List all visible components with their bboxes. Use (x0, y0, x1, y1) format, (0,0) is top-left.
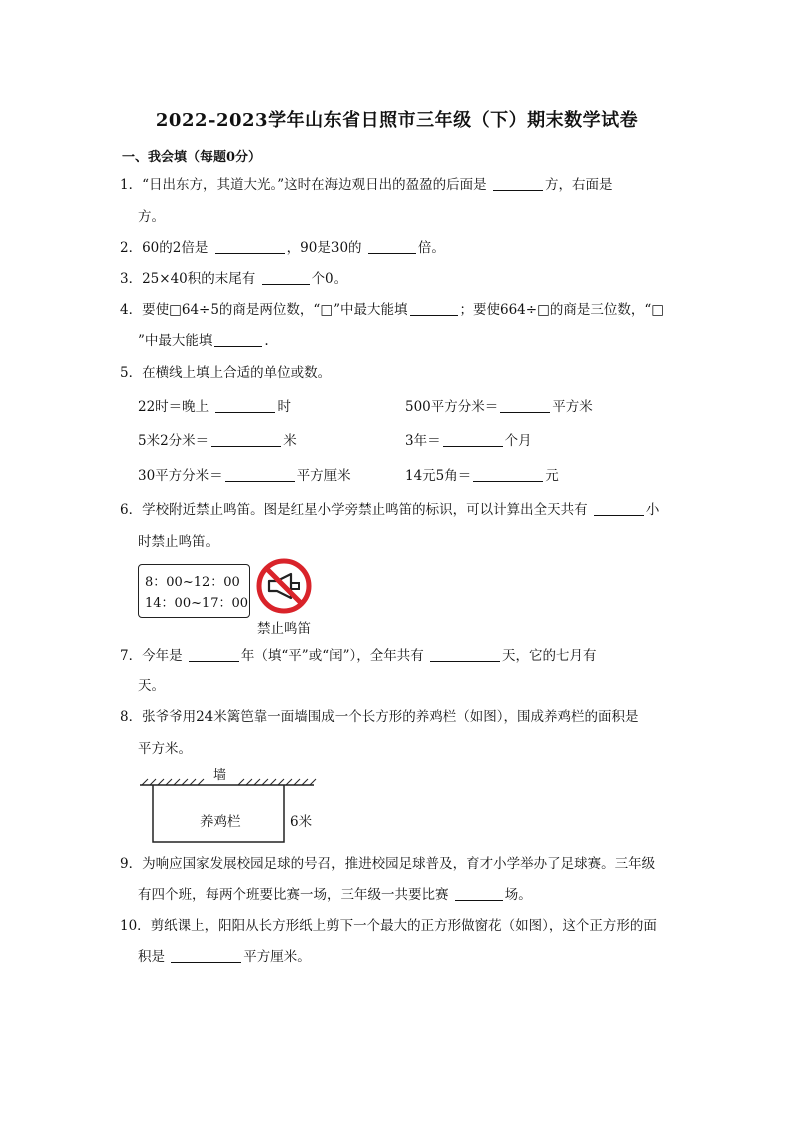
question-text: 方，右面是 (544, 177, 613, 193)
chicken-coop-figure (138, 764, 328, 848)
question-text: ；要使664÷□的商是三位数，“□ (459, 302, 664, 318)
answer-blank[interactable] (473, 467, 543, 482)
question-text: 60的2倍是 (142, 240, 209, 256)
answer-blank[interactable] (410, 301, 458, 316)
answer-blank[interactable] (189, 647, 239, 662)
question-text: 积是 (138, 949, 165, 965)
unit-item (138, 432, 297, 450)
answer-blank[interactable] (171, 948, 241, 963)
unit-item-text: 500平方分米＝ (405, 399, 499, 415)
answer-blank[interactable] (262, 270, 310, 285)
answer-blank[interactable] (368, 239, 416, 254)
page-title: 2022-2023学年山东省日照市三年级（下）期末数学试卷 (155, 110, 639, 131)
question-number: 6． (120, 502, 143, 518)
question-10-line2 (138, 948, 311, 966)
question-text: 天，它的七月有 (502, 648, 597, 664)
question-text: 今年是 (142, 648, 183, 664)
question-10 (120, 917, 657, 935)
answer-blank[interactable] (215, 239, 285, 254)
question-7 (120, 647, 597, 665)
answer-blank[interactable] (430, 647, 500, 662)
unit-item-text: 14元5角＝ (405, 468, 472, 484)
side-length-label: 6米 (290, 814, 313, 830)
no-horn-icon (255, 557, 313, 615)
question-number: 9． (120, 856, 143, 872)
question-text: 方。 (138, 209, 165, 225)
question-7-line2 (138, 677, 165, 695)
question-number: 3． (120, 271, 143, 287)
question-text: 在横线上填上合适的单位或数。 (142, 365, 332, 381)
unit-item-text: 30平方分米＝ (138, 468, 223, 484)
question-5 (120, 364, 331, 382)
wall-label: 墙 (213, 768, 227, 783)
unit-item (405, 432, 532, 450)
question-number: 10． (120, 918, 151, 934)
answer-blank[interactable] (500, 398, 550, 413)
unit-item-text: 3年＝ (405, 433, 441, 449)
question-1 (120, 176, 612, 194)
schedule-box (138, 564, 250, 618)
question-9 (120, 855, 655, 873)
unit-item (138, 467, 351, 485)
answer-blank[interactable] (455, 886, 503, 901)
question-8-line2 (138, 740, 192, 758)
unit-item (138, 398, 291, 416)
question-text: 要使□64÷5的商是两位数，“□”中最大能填 (142, 302, 408, 318)
question-number: 8． (120, 709, 143, 725)
question-number: 2． (120, 240, 143, 256)
answer-blank[interactable] (215, 398, 275, 413)
unit-item-text: 22时＝晚上 (138, 399, 210, 415)
unit-item-unit: 平方厘米 (296, 468, 351, 484)
unit-item-unit: 平方米 (552, 399, 593, 415)
question-text: 场。 (504, 887, 532, 903)
question-4 (120, 301, 664, 319)
section-heading: 一、我会填（每题0分） (122, 150, 262, 165)
unit-item (405, 467, 559, 485)
unit-item (405, 398, 593, 416)
question-number: 7． (120, 648, 143, 664)
question-6-line2 (138, 533, 219, 551)
unit-item-unit: 元 (545, 468, 559, 484)
question-text: 年（填“平”或“闰”），全年共有 (240, 648, 424, 664)
question-1-line2 (138, 208, 165, 226)
question-2 (120, 239, 445, 257)
question-text: 平方厘米。 (243, 949, 311, 965)
answer-blank[interactable] (211, 432, 281, 447)
unit-item-unit: 时 (277, 399, 291, 415)
question-text: 倍。 (417, 240, 445, 256)
question-number: 4． (120, 302, 143, 318)
question-number: 5． (120, 365, 143, 381)
question-9-line2 (138, 886, 532, 904)
question-8 (120, 708, 639, 726)
unit-item-unit: 米 (283, 433, 297, 449)
unit-item-unit: 个月 (504, 433, 532, 449)
answer-blank[interactable] (443, 432, 503, 447)
answer-blank[interactable] (594, 501, 644, 516)
question-text: 张爷爷用24米篱笆靠一面墙围成一个长方形的养鸡栏（如图），围成养鸡栏的面积是 (142, 709, 639, 725)
question-text: 有四个班，每两个班要比赛一场，三年级一共要比赛 (138, 887, 449, 903)
question-text: ”中最大能填 (138, 333, 213, 349)
question-text: “日出东方，其道大光。”这时在海边观日出的盈盈的后面是 (142, 177, 487, 193)
question-text: 小 (645, 502, 660, 518)
schedule-time: 8：00~12：00 (145, 575, 240, 590)
schedule-time: 14：00~17：00 (145, 596, 249, 611)
question-6 (120, 501, 659, 519)
question-text: 个0。 (311, 271, 348, 287)
question-text: 平方米。 (138, 741, 192, 757)
question-4-line2 (138, 332, 269, 350)
question-text: 为响应国家发展校园足球的号召，推进校园足球普及，育才小学举办了足球赛。三年级 (142, 856, 656, 872)
unit-item-text: 5米2分米＝ (138, 433, 210, 449)
question-text: 剪纸课上，阳阳从长方形纸上剪下一个最大的正方形做窗花（如图），这个正方形的面 (150, 918, 657, 934)
question-text: 天。 (138, 678, 165, 694)
question-number: 1． (120, 177, 143, 193)
question-3 (120, 270, 347, 288)
answer-blank[interactable] (214, 332, 262, 347)
question-text: 25×40积的末尾有 (142, 271, 256, 287)
question-text: 学校附近禁止鸣笛。图是红星小学旁禁止鸣笛的标识，可以计算出全天共有 (142, 502, 588, 518)
sign-label: 禁止鸣笛 (257, 621, 311, 637)
answer-blank[interactable] (225, 467, 295, 482)
question-text: 时禁止鸣笛。 (138, 534, 219, 550)
answer-blank[interactable] (493, 176, 543, 191)
question-text: ，90是30的 (286, 240, 362, 256)
coop-label: 养鸡栏 (200, 814, 241, 830)
question-text: . (264, 333, 269, 349)
